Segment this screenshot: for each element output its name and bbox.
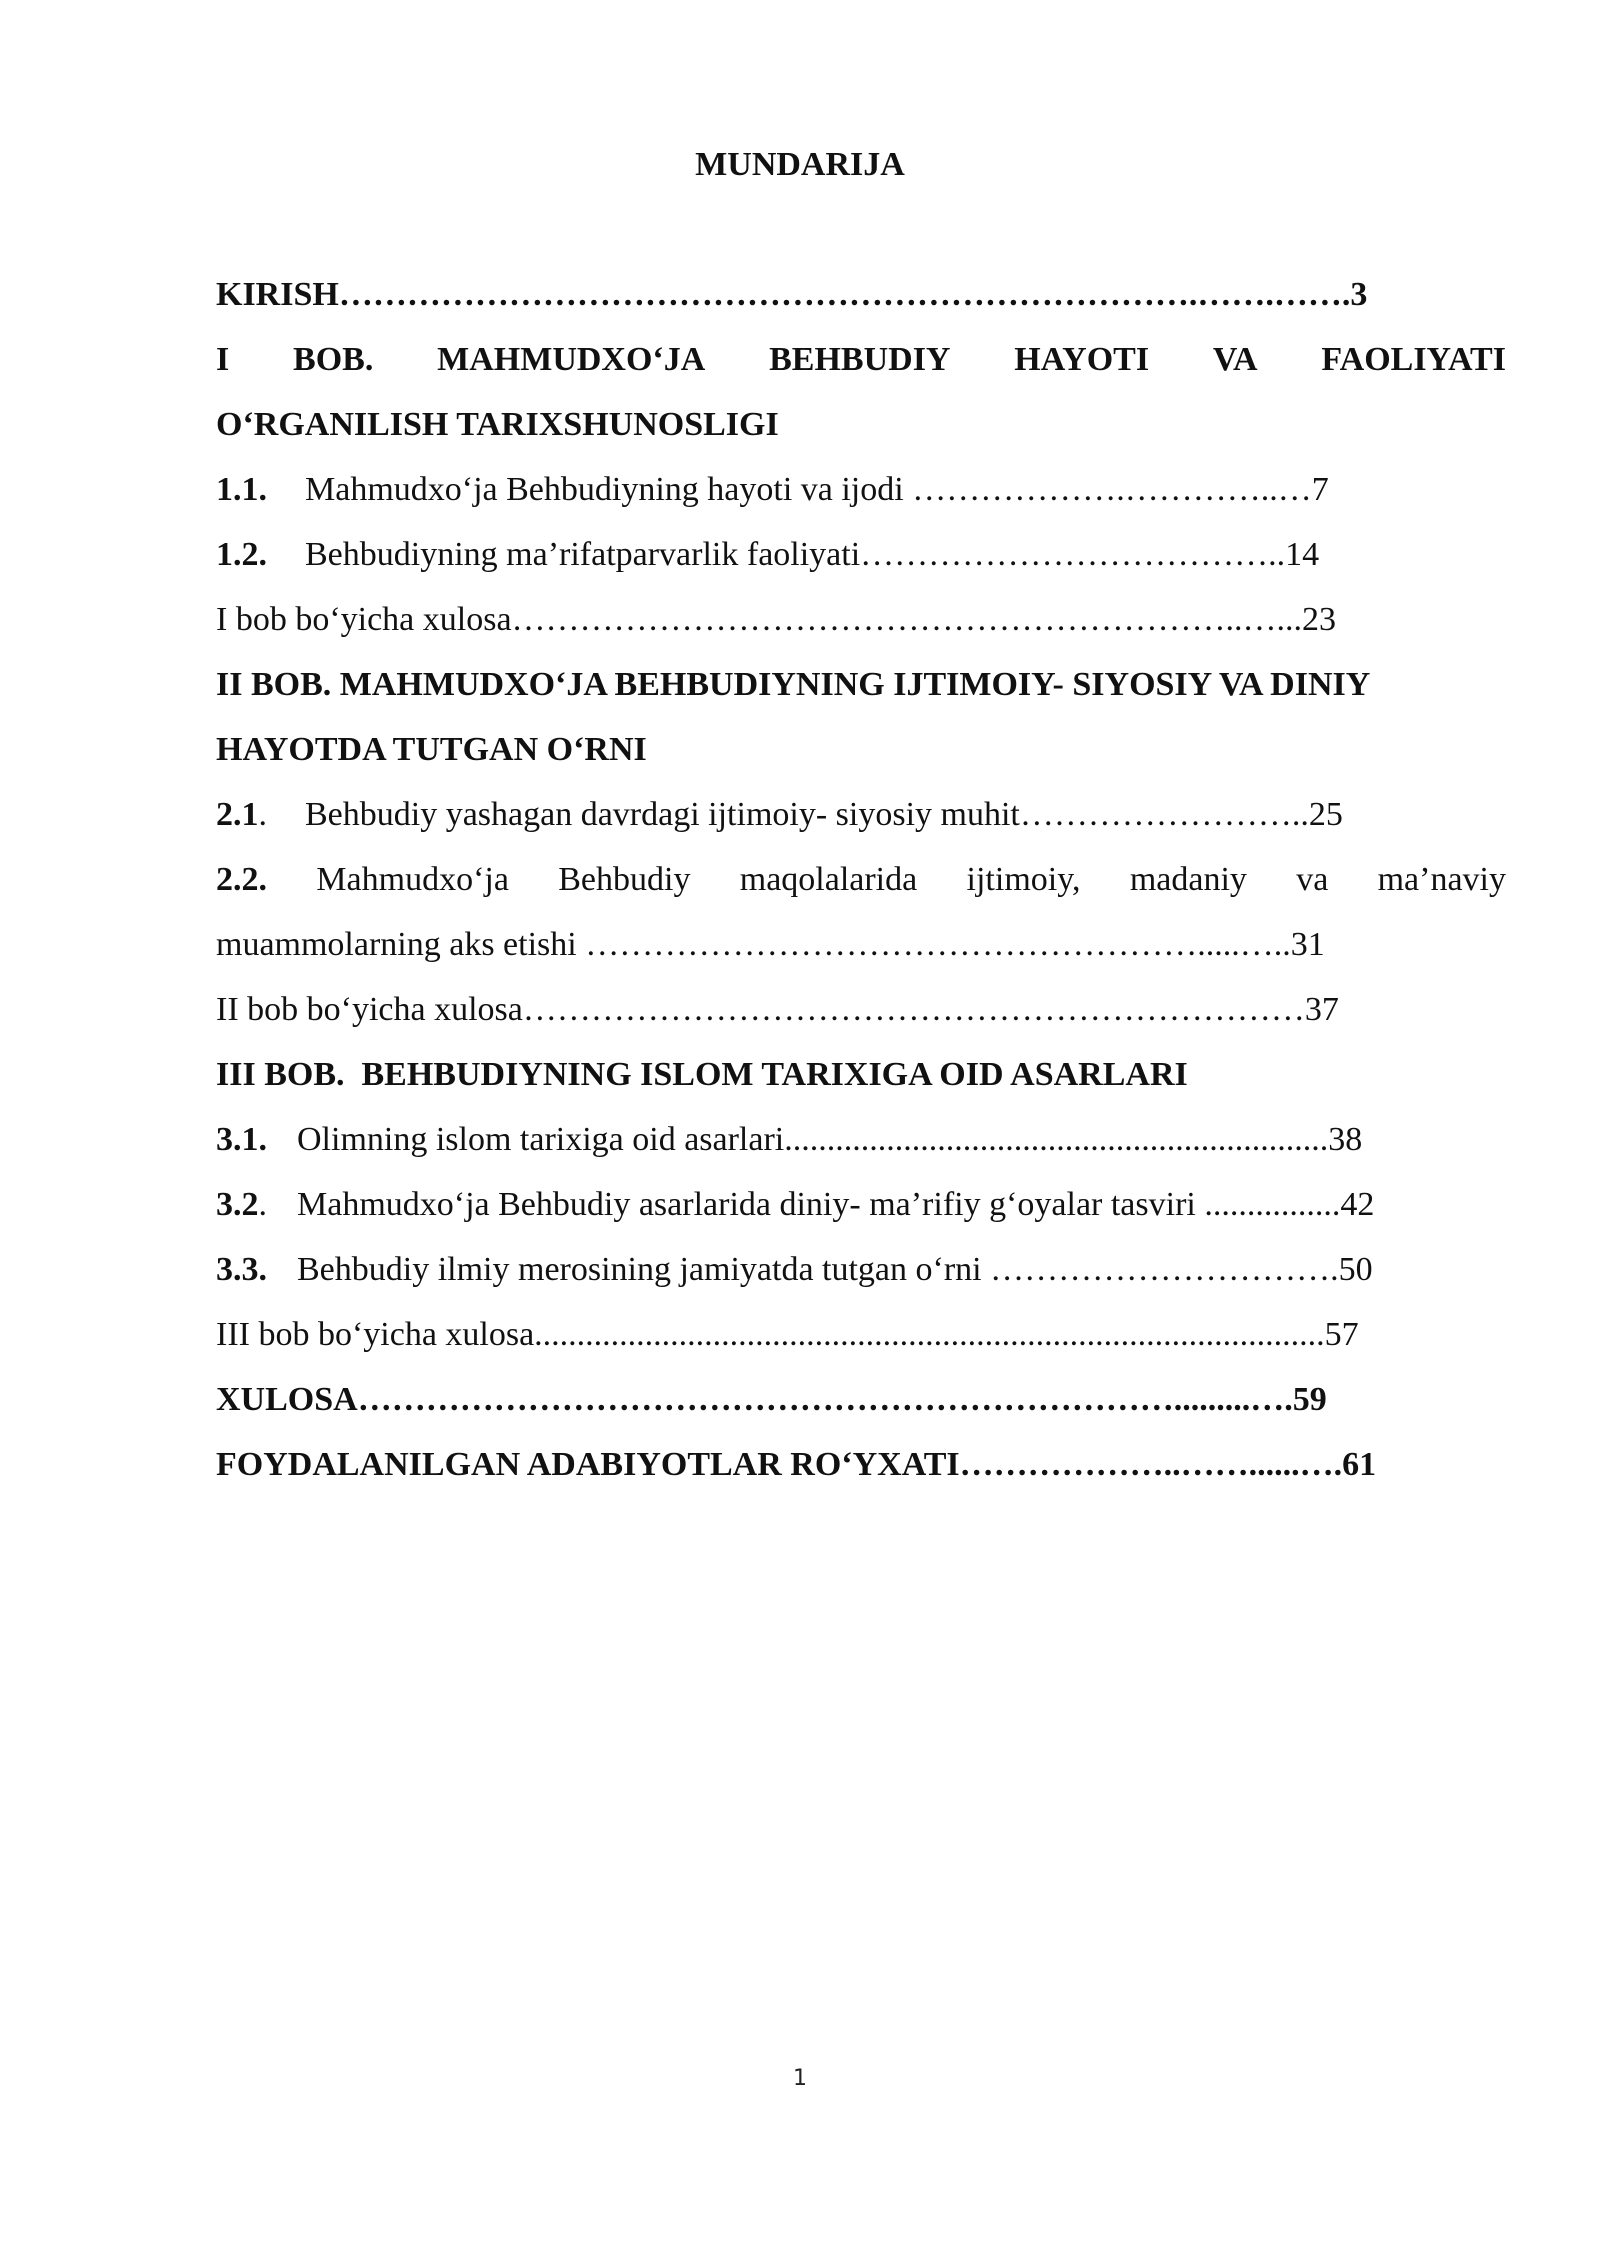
toc-section-3-3: [216, 1237, 1506, 1302]
toc-chapter-3-heading: III BOB. BEHBUDIYNING ISLOM TARIXIGA OID ASARLARI: [216, 1056, 1188, 1093]
section-title: Behbudiyning ma’rifatparvarlik faoliyati………………………………..14: [305, 536, 1320, 573]
section-title: Mahmudxo‘ja Behbudiyning hayoti va ijodi ……………….…………..…7: [305, 471, 1329, 508]
toc-section-2-2-cont: muammolarning aks etishi ……………………………………………….....…..31: [216, 926, 1325, 963]
heading-word: HAYOTI: [1014, 341, 1150, 378]
toc-entry-references: FOYDALANILGAN ADABIYOTLAR RO‘YXATI………………..……......….61: [216, 1446, 1377, 1483]
section-title: Olimning islom tarixiga oid asarlari................................................................38: [297, 1121, 1363, 1158]
section-number-dot: .: [258, 1186, 267, 1223]
toc-chapter-2-conclusion: II bob bo‘yicha xulosa……………………………………………………………37: [216, 991, 1339, 1028]
section-number: 1.1.: [216, 471, 267, 508]
toc-chapter-1-conclusion: I bob bo‘yicha xulosa………………………………………………………..…...23: [216, 601, 1337, 638]
section-number: 2.2.: [216, 861, 267, 898]
section-number: 3.1.: [216, 1121, 267, 1158]
toc-section-3-1: [216, 1107, 1506, 1172]
title-word: maqolalarida: [739, 861, 918, 898]
section-number: 1.2.: [216, 536, 267, 573]
toc-chapter-3-conclusion: III bob bo‘yicha xulosa.............................................................................................57: [216, 1316, 1359, 1353]
toc-chapter-1-heading-cont: O‘RGANILISH TARIXSHUNOSLIGI: [216, 406, 779, 443]
toc-section-2-1: [216, 782, 1506, 847]
toc-entry-kirish: KIRISH………………………………………………………………….…….…….3: [216, 276, 1368, 313]
section-title: Behbudiy yashagan davrdagi ijtimoiy- siyosiy muhit……………………..25: [305, 796, 1343, 833]
heading-word: BOB.: [293, 341, 374, 378]
section-number-dot: .: [258, 796, 267, 833]
page-number: 1: [793, 2066, 807, 2091]
heading-word: MAHMUDXO‘JA: [437, 341, 706, 378]
title-word: madaniy: [1129, 861, 1247, 898]
toc-entry-xulosa: XULOSA……………………………………………………………….........….59: [216, 1381, 1327, 1418]
heading-word: BEHBUDIY: [769, 341, 951, 378]
heading-word: I: [216, 341, 230, 378]
section-title: Mahmudxo‘ja Behbudiy asarlarida diniy- ma’rifiy g‘oyalar tasviri ................42: [297, 1186, 1375, 1223]
section-title: Behbudiy ilmiy merosining jamiyatda tutgan o‘rni ………………………….50: [297, 1251, 1373, 1288]
toc-section-1-2: [216, 522, 1506, 587]
heading-word: FAOLIYATI: [1321, 341, 1506, 378]
section-number: 3.2: [216, 1186, 259, 1223]
section-number: 3.3.: [216, 1251, 267, 1288]
title-word: ma’naviy: [1377, 861, 1506, 898]
section-number: 2.1: [216, 796, 259, 833]
toc-section-3-2: [216, 1172, 1506, 1237]
heading-word: VA: [1212, 341, 1258, 378]
toc-chapter-2-heading-cont: HAYOTDA TUTGAN O‘RNI: [216, 731, 647, 768]
title-word: ijtimoiy,: [966, 861, 1081, 898]
title-word: Mahmudxo‘ja: [316, 861, 509, 898]
toc-section-2-2: [216, 847, 1506, 912]
toc-chapter-2-heading: II BOB. MAHMUDXO‘JA BEHBUDIYNING IJTIMOIY- SIYOSIY VA DINIY: [216, 666, 1371, 703]
table-of-contents: [216, 262, 1506, 1497]
title-word: Behbudiy: [558, 861, 691, 898]
toc-section-1-1: [216, 457, 1506, 522]
page-title: MUNDARIJA: [695, 146, 905, 183]
title-word: va: [1296, 861, 1329, 898]
toc-chapter-1-heading: [216, 327, 1506, 392]
